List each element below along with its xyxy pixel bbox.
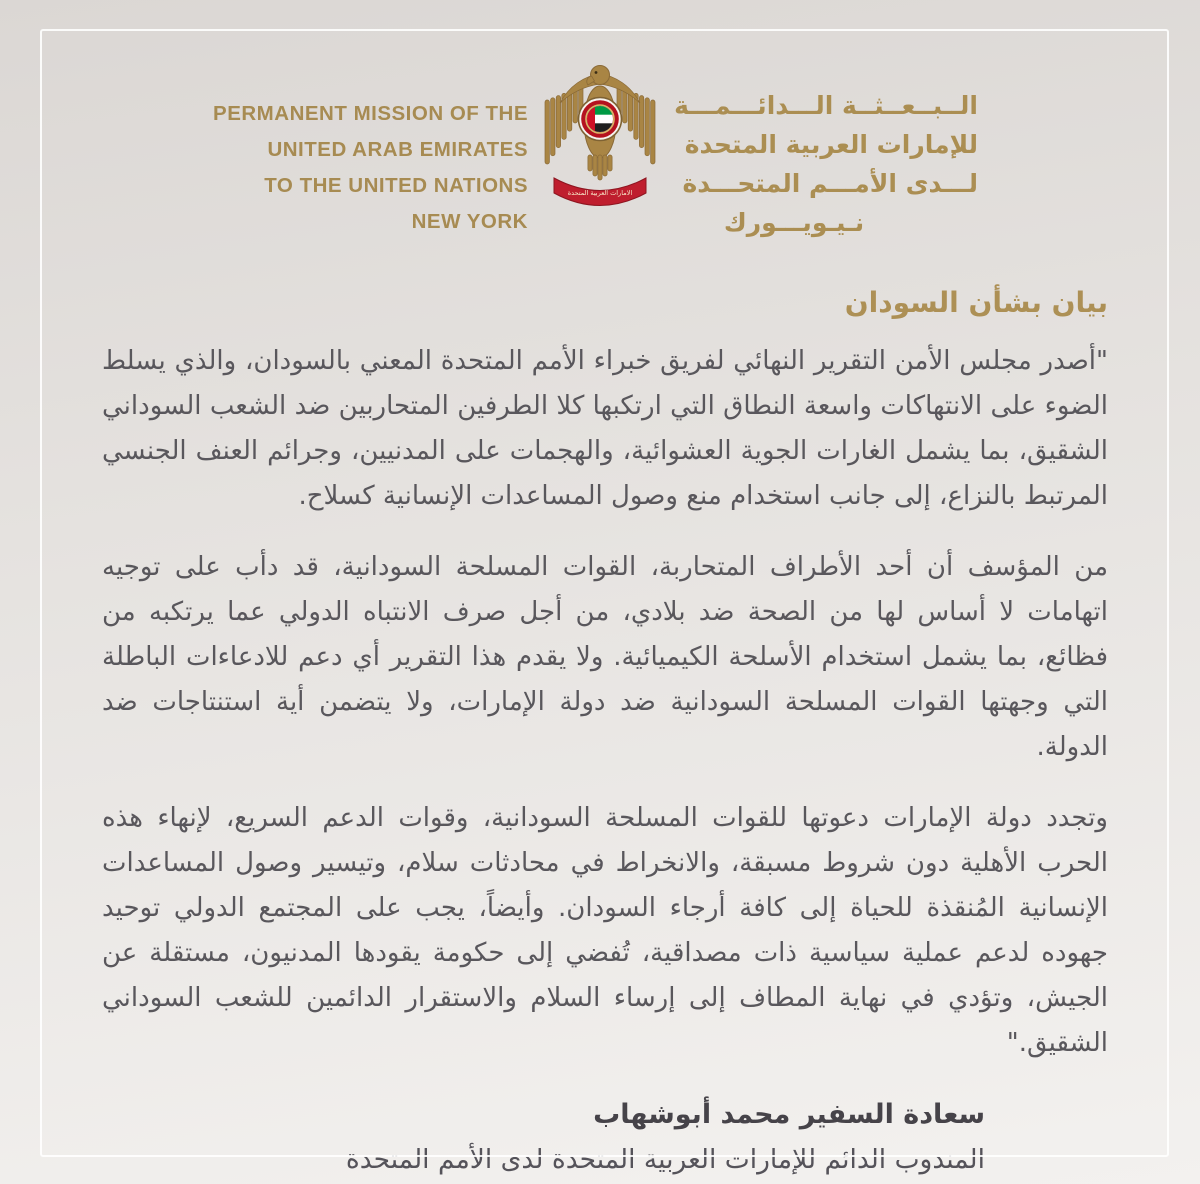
- emblem-ribbon-text: الامارات العربية المتحدة: [567, 189, 633, 197]
- signature-name: سعادة السفير محمد أبوشهاب: [593, 1099, 985, 1130]
- mission-name-arabic-line: نـيـويـــورك: [723, 208, 865, 237]
- mission-name-arabic-line: الــبــعــثــة الـــدائـــمـــة: [674, 91, 978, 120]
- mission-name-english-line: UNITED ARAB EMIRATES: [267, 138, 528, 161]
- statement-paragraph: وتجدد دولة الإمارات دعوتها للقوات المسلحة السودانية، وقوات الدعم السريع، لإنهاء هذه الحرب الأهلية دون شروط مسبقة، والانخراط في محادثات سلام، وتيسير وصول المساعدات الإنسانية المُنقذة للحياة إلى كافة أرجاء السودان. وأيضاً، يجب على المجتمع الدولي توحيد جهوده لدعم عملية سياسية ذات مصداقية، تُفضي إلى حكومة يقودها المدنيون، مستقلة عن الجيش، وتؤدي في نهاية المطاف إلى إرساء السلام والاستقرار الدائمين للشعب السوداني الشقيق.": [102, 803, 1108, 1058]
- signature-block: [0, 1092, 985, 1182]
- mission-name-arabic-line: للإمارات العربية المتحدة: [684, 130, 978, 159]
- mission-name-english-line: NEW YORK: [411, 210, 528, 233]
- signature-role: المندوب الدائم للإمارات العربية المتحدة لدى الأمم المتحدة: [345, 1144, 985, 1175]
- statement-text: [102, 339, 1108, 1066]
- mission-name-english-line: TO THE UNITED NATIONS: [264, 174, 528, 197]
- statement-paragraph: من المؤسف أن أحد الأطراف المتحاربة، القوات المسلحة السودانية، قد دأب على توجيه اتهامات لا أساس لها من الصحة ضد بلادي، من أجل صرف الانتباه الدولي عما يرتكبه من فظائع، بما يشمل استخدام الأسلحة الكيميائية. ولا يقدم هذا التقرير أي دعم للادعاءات الباطلة التي وجهتها القوات المسلحة السودانية ضد دولة الإمارات، ولا يتضمن أية استنتاجات ضد الدولة.: [102, 552, 1108, 762]
- uae-falcon-emblem-logo: [541, 62, 659, 214]
- mission-name-english: [213, 96, 528, 240]
- mission-name-arabic-line: لـــدى الأمـــم المتحـــدة: [682, 169, 978, 198]
- mission-name-english-line: PERMANENT MISSION OF THE: [213, 102, 528, 125]
- statement-title: بيان بشأن السودان: [844, 286, 1108, 319]
- statement-paragraph: "أصدر مجلس الأمن التقرير النهائي لفريق خبراء الأمم المتحدة المعني بالسودان، والذي يسلط الضوء على الانتهاكات واسعة النطاق التي ارتكبها كلا الطرفين المتحاربين ضد الشعب السوداني الشقيق، بما يشمل الغارات الجوية العشوائية، والهجمات على المدنيين، وجرائم العنف الجنسي المرتبط بالنزاع، إلى جانب استخدام منع وصول المساعدات الإنسانية كسلاح.: [102, 346, 1108, 511]
- statement-body: [0, 286, 1200, 1182]
- mission-name-arabic: [658, 86, 978, 242]
- uae-falcon-icon: [541, 62, 659, 214]
- letterhead: [0, 0, 1200, 252]
